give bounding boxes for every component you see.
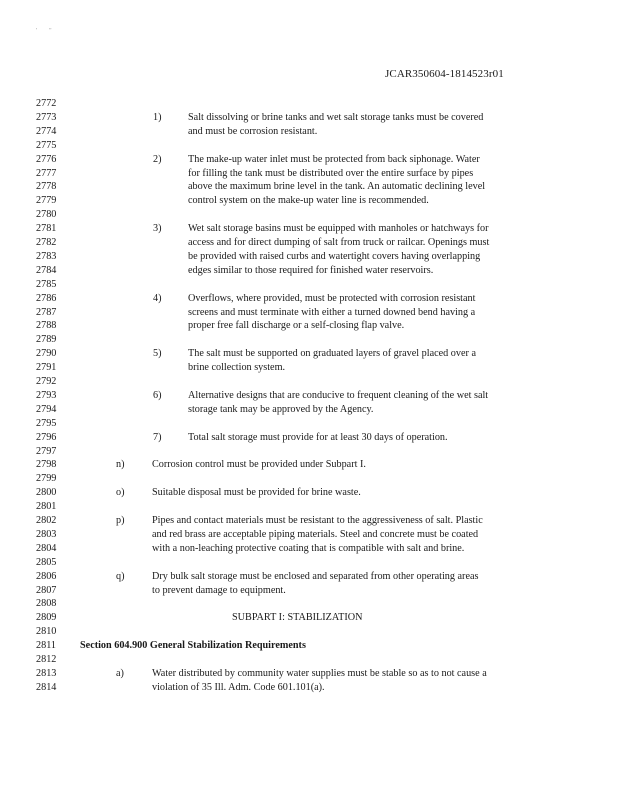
line-number: 2773 xyxy=(36,111,57,123)
line-number: 2776 xyxy=(36,153,57,165)
line-text: Suitable disposal must be provided for brine waste. xyxy=(152,487,361,499)
list-marker: o) xyxy=(116,487,125,499)
list-marker: 5) xyxy=(153,348,162,360)
document-line xyxy=(0,194,618,207)
line-number: 2782 xyxy=(36,237,57,248)
document-line xyxy=(0,417,618,430)
line-text: Overflows, where provided, must be protected with corrosion resistant xyxy=(188,292,476,304)
document-line xyxy=(0,431,618,444)
document-line xyxy=(0,597,618,610)
line-text: proper free fall discharge or a self-closing flap valve. xyxy=(188,320,405,332)
line-number: 2791 xyxy=(36,362,57,374)
line-text: control system on the make-up water line is recommended. xyxy=(188,195,429,207)
line-text: with a non-leaching protective coating that is compatible with salt and brine. xyxy=(152,542,465,554)
document-line xyxy=(0,584,618,597)
line-number: 2780 xyxy=(36,209,57,221)
line-text: for filling the tank must be distributed over the entire surface by pipes xyxy=(188,167,474,179)
document-line xyxy=(0,445,618,458)
line-number: 2796 xyxy=(36,431,57,443)
line-number: 2801 xyxy=(36,501,57,513)
line-text: above the maximum brine level in the tank. An automatic declining level xyxy=(188,181,486,193)
line-number: 2784 xyxy=(36,264,57,276)
document-line xyxy=(0,319,618,332)
document-line xyxy=(0,653,618,666)
line-text: be provided with raised curbs and watertight covers having overlapping xyxy=(188,250,481,262)
line-text: Wet salt storage basins must be equipped with manholes or hatchways for xyxy=(188,223,489,235)
document-line xyxy=(0,403,618,416)
line-text: Salt dissolving or brine tanks and wet salt storage tanks must be covered xyxy=(188,111,484,123)
document-line xyxy=(0,278,618,291)
document-line xyxy=(0,264,618,277)
list-marker: 7) xyxy=(153,431,162,443)
line-text: The make-up water inlet must be protected from back siphonage. Water xyxy=(188,153,480,165)
line-number: 2781 xyxy=(36,223,57,235)
line-number: 2788 xyxy=(36,320,57,332)
line-text: Total salt storage must provide for at least 30 days of operation. xyxy=(188,431,448,443)
line-number: 2813 xyxy=(36,667,57,679)
document-line xyxy=(0,153,618,166)
line-number: 2779 xyxy=(36,195,57,207)
document-line xyxy=(0,500,618,513)
line-text: storage tank may be approved by the Agency. xyxy=(188,403,374,415)
list-marker: a) xyxy=(116,667,124,679)
document-line xyxy=(0,180,618,193)
line-number: 2783 xyxy=(36,250,57,262)
line-text: edges similar to those required for finished water reservoirs. xyxy=(188,264,434,276)
line-number: 2775 xyxy=(36,139,57,151)
document-line xyxy=(0,625,618,638)
line-text: to prevent damage to equipment. xyxy=(152,584,286,596)
document-line xyxy=(0,556,618,569)
line-number: 2778 xyxy=(36,181,57,193)
list-marker: 2) xyxy=(153,153,162,165)
list-marker: 6) xyxy=(153,389,162,401)
line-number: 2772 xyxy=(36,98,57,109)
document-line xyxy=(0,306,618,319)
document-line xyxy=(0,292,618,305)
line-text: access and for direct dumping of salt from truck or railcar. Openings must xyxy=(188,237,490,248)
document-line xyxy=(0,111,618,124)
document-line xyxy=(0,458,618,471)
line-text: Alternative designs that are conducive to frequent cleaning of the wet salt xyxy=(188,389,489,401)
line-number: 2798 xyxy=(36,459,57,471)
document-line xyxy=(0,570,618,583)
list-marker: 4) xyxy=(153,292,162,304)
line-number: 2805 xyxy=(36,556,57,568)
line-number: 2804 xyxy=(36,542,57,554)
line-number: 2793 xyxy=(36,389,57,401)
line-number: 2802 xyxy=(36,515,57,526)
document-line xyxy=(0,250,618,263)
document-line xyxy=(0,681,618,694)
line-number: 2803 xyxy=(36,528,57,540)
document-line xyxy=(0,667,618,680)
line-number: 2790 xyxy=(36,348,57,360)
line-text: The salt must be supported on graduated layers of gravel placed over a xyxy=(188,348,476,360)
line-number: 2806 xyxy=(36,570,57,582)
list-marker: 1) xyxy=(153,111,162,123)
line-text: Water distributed by community water supplies must be stable so as to not cause a xyxy=(152,667,487,679)
line-number: 2785 xyxy=(36,278,57,290)
document-line xyxy=(0,236,618,249)
line-number: 2795 xyxy=(36,417,57,429)
list-marker: n) xyxy=(116,459,125,471)
document-line xyxy=(0,139,618,152)
line-text: SUBPART I: STABILIZATION xyxy=(232,612,363,624)
line-text: and red brass are acceptable piping materials. Steel and concrete must be coated xyxy=(152,528,479,540)
line-number: 2774 xyxy=(36,125,57,137)
line-number: 2812 xyxy=(36,654,57,665)
list-marker: p) xyxy=(116,515,125,526)
subpart-heading xyxy=(0,611,618,624)
line-text: Pipes and contact materials must be resistant to the aggressiveness of salt. Plastic xyxy=(152,515,483,526)
line-number: 2799 xyxy=(36,473,57,485)
line-number: 2797 xyxy=(36,445,57,457)
line-text: Section 604.900 General Stabilization Requirements xyxy=(80,640,306,652)
document-line xyxy=(0,486,618,499)
line-text: Corrosion control must be provided under Subpart I. xyxy=(152,459,366,471)
document-line xyxy=(0,208,618,221)
document-line xyxy=(0,361,618,374)
document-line xyxy=(0,125,618,138)
line-text: Dry bulk salt storage must be enclosed and separated from other operating areas xyxy=(152,570,479,582)
document-line xyxy=(0,389,618,402)
document-line xyxy=(0,542,618,555)
document-line xyxy=(0,222,618,235)
line-number: 2787 xyxy=(36,306,57,318)
document-line xyxy=(0,528,618,541)
list-marker: q) xyxy=(116,570,125,582)
document-line xyxy=(0,514,618,527)
line-text: and must be corrosion resistant. xyxy=(188,125,318,137)
line-number: 2810 xyxy=(36,626,57,638)
list-marker: 3) xyxy=(153,223,162,235)
line-number: 2794 xyxy=(36,403,57,415)
document-line xyxy=(0,472,618,485)
line-number: 2811 xyxy=(36,640,56,652)
document-line xyxy=(0,375,618,388)
line-number: 2800 xyxy=(36,487,57,499)
line-number: 2777 xyxy=(36,167,57,179)
document-line xyxy=(0,97,618,110)
document-id: JCAR350604-1814523r01 xyxy=(385,68,504,80)
document-line xyxy=(0,333,618,346)
section-heading xyxy=(0,639,618,652)
document-line xyxy=(0,347,618,360)
line-number: 2792 xyxy=(36,376,57,387)
line-number: 2807 xyxy=(36,584,57,596)
scan-specks: ' " xyxy=(36,28,52,34)
line-number: 2814 xyxy=(36,681,57,693)
document-line xyxy=(0,167,618,180)
line-text: brine collection system. xyxy=(188,362,286,374)
line-number: 2789 xyxy=(36,334,57,346)
line-number: 2808 xyxy=(36,598,57,610)
line-number: 2786 xyxy=(36,292,57,304)
line-text: screens and must terminate with either a turned downed bend having a xyxy=(188,306,476,318)
line-number: 2809 xyxy=(36,612,57,624)
line-text: violation of 35 Ill. Adm. Code 601.101(a). xyxy=(152,681,325,693)
